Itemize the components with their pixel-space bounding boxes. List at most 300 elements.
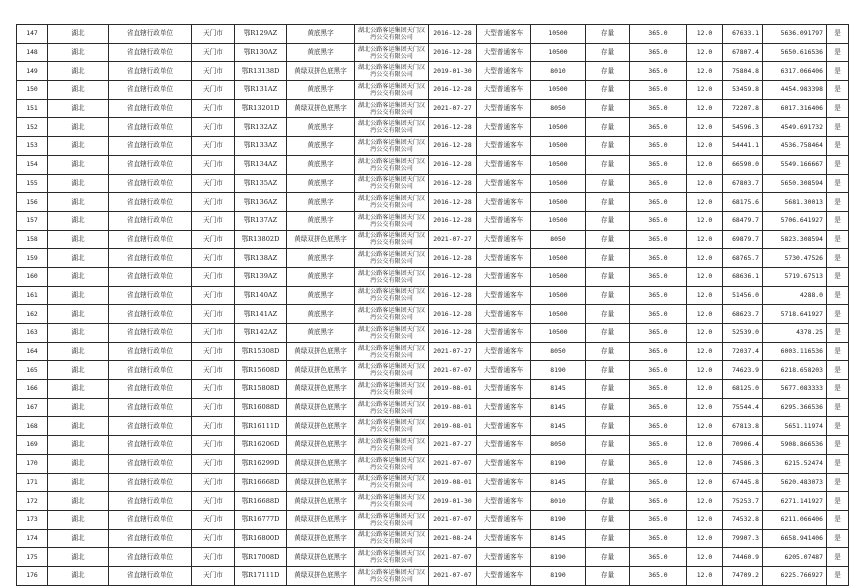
flag-cell: 是: [827, 548, 849, 567]
plate-number-cell: 鄂R16688D: [235, 492, 287, 511]
province-cell: 湖北: [48, 211, 109, 230]
flag-cell: 是: [827, 43, 849, 62]
province-cell: 湖北: [48, 436, 109, 455]
registration-date-cell: 2019-08-01: [429, 398, 477, 417]
plate-number-cell: 鄂R139AZ: [235, 267, 287, 286]
seq-no-cell: 168: [17, 417, 48, 436]
city-cell: 天门市: [192, 566, 235, 585]
flag-cell: 是: [827, 230, 849, 249]
province-cell: 湖北: [48, 398, 109, 417]
city-cell: 天门市: [192, 118, 235, 137]
monthly-value-cell: 6225.766927: [763, 566, 827, 585]
province-cell: 湖北: [48, 99, 109, 118]
company-cell: 湖北公路客运集团天门汉沔公交有限公司: [355, 417, 429, 436]
mileage-cell: 68479.7: [723, 211, 763, 230]
months-cell: 12.0: [687, 492, 723, 511]
company-cell: 湖北公路客运集团天门汉沔公交有限公司: [355, 193, 429, 212]
city-cell: 天门市: [192, 137, 235, 156]
plate-number-cell: 鄂R15808D: [235, 380, 287, 399]
company-cell: 湖北公路客运集团天门汉沔公交有限公司: [355, 230, 429, 249]
registration-date-cell: 2016-12-28: [429, 155, 477, 174]
plate-color-cell: 黄绿双拼色底黑字: [287, 398, 355, 417]
company-cell: 湖北公路客运集团天门汉沔公交有限公司: [355, 492, 429, 511]
days-cell: 365.0: [630, 436, 687, 455]
registration-date-cell: 2016-12-28: [429, 25, 477, 44]
months-cell: 12.0: [687, 155, 723, 174]
status-cell: 存量: [586, 137, 630, 156]
region-type-cell: 省直辖行政单位: [109, 324, 192, 343]
monthly-value-cell: 5651.11974: [763, 417, 827, 436]
city-cell: 天门市: [192, 81, 235, 100]
registration-date-cell: 2016-12-28: [429, 211, 477, 230]
table-row: [17, 137, 849, 156]
monthly-value-cell: 5718.641927: [763, 305, 827, 324]
table-row: [17, 548, 849, 567]
vehicle-type-cell: 大型普通客车: [477, 267, 531, 286]
vehicle-type-cell: 大型普通客车: [477, 62, 531, 81]
plate-number-cell: 鄂R134AZ: [235, 155, 287, 174]
mass-cell: 10500: [531, 137, 586, 156]
months-cell: 12.0: [687, 62, 723, 81]
seq-no-cell: 160: [17, 267, 48, 286]
plate-color-cell: 黄绿双拼色底黑字: [287, 62, 355, 81]
company-cell: 湖北公路客运集团天门汉沔公交有限公司: [355, 137, 429, 156]
company-cell: 湖北公路客运集团天门汉沔公交有限公司: [355, 398, 429, 417]
company-cell: 湖北公路客运集团天门汉沔公交有限公司: [355, 99, 429, 118]
plate-color-cell: 黄底黑字: [287, 193, 355, 212]
plate-color-cell: 黄绿双拼色底黑字: [287, 230, 355, 249]
flag-cell: 是: [827, 25, 849, 44]
mileage-cell: 72037.4: [723, 342, 763, 361]
mileage-cell: 79907.3: [723, 529, 763, 548]
flag-cell: 是: [827, 454, 849, 473]
company-cell: 湖北公路客运集团天门汉沔公交有限公司: [355, 361, 429, 380]
table-row: [17, 566, 849, 585]
company-cell: 湖北公路客运集团天门汉沔公交有限公司: [355, 25, 429, 44]
mileage-cell: 53459.8: [723, 81, 763, 100]
vehicle-type-cell: 大型普通客车: [477, 211, 531, 230]
vehicle-type-cell: 大型普通客车: [477, 417, 531, 436]
mass-cell: 10500: [531, 305, 586, 324]
months-cell: 12.0: [687, 286, 723, 305]
plate-color-cell: 黄底黑字: [287, 155, 355, 174]
province-cell: 湖北: [48, 305, 109, 324]
mass-cell: 10500: [531, 81, 586, 100]
months-cell: 12.0: [687, 305, 723, 324]
monthly-value-cell: 5677.083333: [763, 380, 827, 399]
plate-color-cell: 黄底黑字: [287, 137, 355, 156]
region-type-cell: 省直辖行政单位: [109, 436, 192, 455]
plate-number-cell: 鄂R16088D: [235, 398, 287, 417]
city-cell: 天门市: [192, 417, 235, 436]
company-cell: 湖北公路客运集团天门汉沔公交有限公司: [355, 342, 429, 361]
monthly-value-cell: 5730.47526: [763, 249, 827, 268]
monthly-value-cell: 5706.641927: [763, 211, 827, 230]
mass-cell: 8145: [531, 417, 586, 436]
plate-number-cell: 鄂R16800D: [235, 529, 287, 548]
mass-cell: 10500: [531, 174, 586, 193]
mass-cell: 10500: [531, 324, 586, 343]
days-cell: 365.0: [630, 548, 687, 567]
status-cell: 存量: [586, 81, 630, 100]
plate-number-cell: 鄂R135AZ: [235, 174, 287, 193]
status-cell: 存量: [586, 118, 630, 137]
days-cell: 365.0: [630, 99, 687, 118]
mass-cell: 10500: [531, 155, 586, 174]
mass-cell: 8190: [531, 361, 586, 380]
province-cell: 湖北: [48, 193, 109, 212]
mass-cell: 10500: [531, 118, 586, 137]
mass-cell: 10500: [531, 286, 586, 305]
table-body: [17, 25, 849, 586]
days-cell: 365.0: [630, 398, 687, 417]
registration-date-cell: 2016-12-28: [429, 137, 477, 156]
months-cell: 12.0: [687, 380, 723, 399]
region-type-cell: 省直辖行政单位: [109, 155, 192, 174]
table-row: [17, 81, 849, 100]
mileage-cell: 67445.8: [723, 473, 763, 492]
mileage-cell: 67803.7: [723, 174, 763, 193]
seq-no-cell: 163: [17, 324, 48, 343]
seq-no-cell: 172: [17, 492, 48, 511]
vehicle-type-cell: 大型普通客车: [477, 305, 531, 324]
vehicle-type-cell: 大型普通客车: [477, 118, 531, 137]
plate-color-cell: 黄绿双拼色底黑字: [287, 492, 355, 511]
company-cell: 湖北公路客运集团天门汉沔公交有限公司: [355, 62, 429, 81]
vehicle-type-cell: 大型普通客车: [477, 473, 531, 492]
registration-date-cell: 2021-07-27: [429, 230, 477, 249]
region-type-cell: 省直辖行政单位: [109, 99, 192, 118]
plate-color-cell: 黄底黑字: [287, 286, 355, 305]
seq-no-cell: 152: [17, 118, 48, 137]
plate-color-cell: 黄底黑字: [287, 324, 355, 343]
vehicle-type-cell: 大型普通客车: [477, 436, 531, 455]
plate-number-cell: 鄂R130AZ: [235, 43, 287, 62]
days-cell: 365.0: [630, 454, 687, 473]
city-cell: 天门市: [192, 99, 235, 118]
status-cell: 存量: [586, 43, 630, 62]
seq-no-cell: 157: [17, 211, 48, 230]
flag-cell: 是: [827, 118, 849, 137]
flag-cell: 是: [827, 211, 849, 230]
status-cell: 存量: [586, 174, 630, 193]
plate-number-cell: 鄂R129AZ: [235, 25, 287, 44]
mass-cell: 8190: [531, 548, 586, 567]
months-cell: 12.0: [687, 174, 723, 193]
registration-date-cell: 2019-08-01: [429, 473, 477, 492]
flag-cell: 是: [827, 267, 849, 286]
vehicle-data-table: [16, 24, 849, 586]
mass-cell: 10500: [531, 249, 586, 268]
registration-date-cell: 2021-07-07: [429, 361, 477, 380]
plate-number-cell: 鄂R15608D: [235, 361, 287, 380]
monthly-value-cell: 6271.141927: [763, 492, 827, 511]
city-cell: 天门市: [192, 267, 235, 286]
months-cell: 12.0: [687, 417, 723, 436]
months-cell: 12.0: [687, 548, 723, 567]
vehicle-type-cell: 大型普通客车: [477, 25, 531, 44]
monthly-value-cell: 6215.52474: [763, 454, 827, 473]
months-cell: 12.0: [687, 324, 723, 343]
seq-no-cell: 156: [17, 193, 48, 212]
status-cell: 存量: [586, 155, 630, 174]
monthly-value-cell: 5908.866536: [763, 436, 827, 455]
vehicle-type-cell: 大型普通客车: [477, 529, 531, 548]
status-cell: 存量: [586, 324, 630, 343]
company-cell: 湖北公路客运集团天门汉沔公交有限公司: [355, 566, 429, 585]
region-type-cell: 省直辖行政单位: [109, 305, 192, 324]
province-cell: 湖北: [48, 43, 109, 62]
province-cell: 湖北: [48, 174, 109, 193]
table-row: [17, 267, 849, 286]
plate-color-cell: 黄绿双拼色底黑字: [287, 380, 355, 399]
table-row: [17, 342, 849, 361]
city-cell: 天门市: [192, 174, 235, 193]
days-cell: 365.0: [630, 417, 687, 436]
registration-date-cell: 2021-07-07: [429, 510, 477, 529]
flag-cell: 是: [827, 473, 849, 492]
city-cell: 天门市: [192, 510, 235, 529]
city-cell: 天门市: [192, 62, 235, 81]
region-type-cell: 省直辖行政单位: [109, 211, 192, 230]
mass-cell: 8145: [531, 398, 586, 417]
registration-date-cell: 2016-12-28: [429, 324, 477, 343]
seq-no-cell: 170: [17, 454, 48, 473]
seq-no-cell: 154: [17, 155, 48, 174]
seq-no-cell: 165: [17, 361, 48, 380]
plate-color-cell: 黄底黑字: [287, 81, 355, 100]
plate-number-cell: 鄂R138AZ: [235, 249, 287, 268]
months-cell: 12.0: [687, 436, 723, 455]
days-cell: 365.0: [630, 249, 687, 268]
plate-number-cell: 鄂R140AZ: [235, 286, 287, 305]
monthly-value-cell: 6218.658203: [763, 361, 827, 380]
monthly-value-cell: 5719.67513: [763, 267, 827, 286]
plate-color-cell: 黄绿双拼色底黑字: [287, 566, 355, 585]
region-type-cell: 省直辖行政单位: [109, 193, 192, 212]
flag-cell: 是: [827, 137, 849, 156]
seq-no-cell: 175: [17, 548, 48, 567]
status-cell: 存量: [586, 267, 630, 286]
table-row: [17, 249, 849, 268]
province-cell: 湖北: [48, 492, 109, 511]
months-cell: 12.0: [687, 454, 723, 473]
plate-number-cell: 鄂R16668D: [235, 473, 287, 492]
company-cell: 湖北公路客运集团天门汉沔公交有限公司: [355, 305, 429, 324]
seq-no-cell: 167: [17, 398, 48, 417]
registration-date-cell: 2016-12-28: [429, 305, 477, 324]
province-cell: 湖北: [48, 417, 109, 436]
flag-cell: 是: [827, 529, 849, 548]
status-cell: 存量: [586, 548, 630, 567]
plate-number-cell: 鄂R132AZ: [235, 118, 287, 137]
city-cell: 天门市: [192, 211, 235, 230]
monthly-value-cell: 6317.066406: [763, 62, 827, 81]
status-cell: 存量: [586, 62, 630, 81]
company-cell: 湖北公路客运集团天门汉沔公交有限公司: [355, 473, 429, 492]
region-type-cell: 省直辖行政单位: [109, 380, 192, 399]
table-row: [17, 361, 849, 380]
registration-date-cell: 2016-12-28: [429, 118, 477, 137]
days-cell: 365.0: [630, 305, 687, 324]
table-row: [17, 155, 849, 174]
months-cell: 12.0: [687, 230, 723, 249]
plate-color-cell: 黄绿双拼色底黑字: [287, 454, 355, 473]
registration-date-cell: 2019-08-01: [429, 417, 477, 436]
mass-cell: 8050: [531, 230, 586, 249]
region-type-cell: 省直辖行政单位: [109, 62, 192, 81]
table-row: [17, 99, 849, 118]
vehicle-type-cell: 大型普通客车: [477, 398, 531, 417]
registration-date-cell: 2016-12-28: [429, 81, 477, 100]
seq-no-cell: 171: [17, 473, 48, 492]
city-cell: 天门市: [192, 43, 235, 62]
mileage-cell: 74623.9: [723, 361, 763, 380]
region-type-cell: 省直辖行政单位: [109, 43, 192, 62]
province-cell: 湖北: [48, 548, 109, 567]
province-cell: 湖北: [48, 361, 109, 380]
status-cell: 存量: [586, 305, 630, 324]
city-cell: 天门市: [192, 249, 235, 268]
status-cell: 存量: [586, 380, 630, 399]
registration-date-cell: 2021-07-07: [429, 454, 477, 473]
days-cell: 365.0: [630, 566, 687, 585]
registration-date-cell: 2019-08-01: [429, 380, 477, 399]
mileage-cell: 52539.0: [723, 324, 763, 343]
company-cell: 湖北公路客运集团天门汉沔公交有限公司: [355, 454, 429, 473]
monthly-value-cell: 6295.366536: [763, 398, 827, 417]
vehicle-type-cell: 大型普通客车: [477, 454, 531, 473]
vehicle-type-cell: 大型普通客车: [477, 548, 531, 567]
vehicle-type-cell: 大型普通客车: [477, 361, 531, 380]
plate-color-cell: 黄绿双拼色底黑字: [287, 473, 355, 492]
months-cell: 12.0: [687, 81, 723, 100]
days-cell: 365.0: [630, 174, 687, 193]
table-row: [17, 398, 849, 417]
province-cell: 湖北: [48, 62, 109, 81]
registration-date-cell: 2019-01-30: [429, 62, 477, 81]
mileage-cell: 74709.2: [723, 566, 763, 585]
city-cell: 天门市: [192, 492, 235, 511]
mileage-cell: 66590.0: [723, 155, 763, 174]
table-row: [17, 492, 849, 511]
table-row: [17, 286, 849, 305]
province-cell: 湖北: [48, 473, 109, 492]
plate-color-cell: 黄绿双拼色底黑字: [287, 361, 355, 380]
region-type-cell: 省直辖行政单位: [109, 492, 192, 511]
city-cell: 天门市: [192, 155, 235, 174]
city-cell: 天门市: [192, 548, 235, 567]
mass-cell: 8145: [531, 529, 586, 548]
city-cell: 天门市: [192, 25, 235, 44]
province-cell: 湖北: [48, 25, 109, 44]
mass-cell: 10500: [531, 193, 586, 212]
vehicle-type-cell: 大型普通客车: [477, 193, 531, 212]
province-cell: 湖北: [48, 342, 109, 361]
mileage-cell: 68636.1: [723, 267, 763, 286]
city-cell: 天门市: [192, 305, 235, 324]
months-cell: 12.0: [687, 398, 723, 417]
status-cell: 存量: [586, 492, 630, 511]
table-row: [17, 174, 849, 193]
registration-date-cell: 2021-07-07: [429, 566, 477, 585]
months-cell: 12.0: [687, 473, 723, 492]
months-cell: 12.0: [687, 267, 723, 286]
city-cell: 天门市: [192, 361, 235, 380]
months-cell: 12.0: [687, 510, 723, 529]
company-cell: 湖北公路客运集团天门汉沔公交有限公司: [355, 324, 429, 343]
plate-number-cell: 鄂R136AZ: [235, 193, 287, 212]
registration-date-cell: 2016-12-28: [429, 249, 477, 268]
months-cell: 12.0: [687, 566, 723, 585]
company-cell: 湖北公路客运集团天门汉沔公交有限公司: [355, 548, 429, 567]
months-cell: 12.0: [687, 137, 723, 156]
province-cell: 湖北: [48, 454, 109, 473]
mileage-cell: 69879.7: [723, 230, 763, 249]
registration-date-cell: 2016-12-28: [429, 193, 477, 212]
plate-number-cell: 鄂R15308D: [235, 342, 287, 361]
plate-color-cell: 黄绿双拼色底黑字: [287, 529, 355, 548]
monthly-value-cell: 4288.0: [763, 286, 827, 305]
status-cell: 存量: [586, 211, 630, 230]
flag-cell: 是: [827, 342, 849, 361]
province-cell: 湖北: [48, 529, 109, 548]
company-cell: 湖北公路客运集团天门汉沔公交有限公司: [355, 267, 429, 286]
region-type-cell: 省直辖行政单位: [109, 118, 192, 137]
vehicle-type-cell: 大型普通客车: [477, 174, 531, 193]
vehicle-type-cell: 大型普通客车: [477, 155, 531, 174]
status-cell: 存量: [586, 398, 630, 417]
vehicle-type-cell: 大型普通客车: [477, 324, 531, 343]
table-row: [17, 510, 849, 529]
monthly-value-cell: 6003.116536: [763, 342, 827, 361]
plate-number-cell: 鄂R142AZ: [235, 324, 287, 343]
table-row: [17, 43, 849, 62]
region-type-cell: 省直辖行政单位: [109, 454, 192, 473]
vehicle-type-cell: 大型普通客车: [477, 286, 531, 305]
vehicle-type-cell: 大型普通客车: [477, 43, 531, 62]
province-cell: 湖北: [48, 380, 109, 399]
table-row: [17, 193, 849, 212]
plate-color-cell: 黄绿双拼色底黑字: [287, 342, 355, 361]
region-type-cell: 省直辖行政单位: [109, 249, 192, 268]
company-cell: 湖北公路客运集团天门汉沔公交有限公司: [355, 174, 429, 193]
table-row: [17, 473, 849, 492]
plate-color-cell: 黄绿双拼色底黑字: [287, 510, 355, 529]
plate-number-cell: 鄂R141AZ: [235, 305, 287, 324]
status-cell: 存量: [586, 566, 630, 585]
vehicle-type-cell: 大型普通客车: [477, 249, 531, 268]
days-cell: 365.0: [630, 43, 687, 62]
region-type-cell: 省直辖行政单位: [109, 137, 192, 156]
status-cell: 存量: [586, 529, 630, 548]
mileage-cell: 67807.4: [723, 43, 763, 62]
flag-cell: 是: [827, 566, 849, 585]
registration-date-cell: 2021-07-27: [429, 99, 477, 118]
mileage-cell: 54596.3: [723, 118, 763, 137]
mileage-cell: 67633.1: [723, 25, 763, 44]
months-cell: 12.0: [687, 361, 723, 380]
status-cell: 存量: [586, 25, 630, 44]
flag-cell: 是: [827, 305, 849, 324]
months-cell: 12.0: [687, 211, 723, 230]
days-cell: 365.0: [630, 155, 687, 174]
registration-date-cell: 2019-01-30: [429, 492, 477, 511]
monthly-value-cell: 6205.07487: [763, 548, 827, 567]
company-cell: 湖北公路客运集团天门汉沔公交有限公司: [355, 436, 429, 455]
status-cell: 存量: [586, 473, 630, 492]
seq-no-cell: 149: [17, 62, 48, 81]
